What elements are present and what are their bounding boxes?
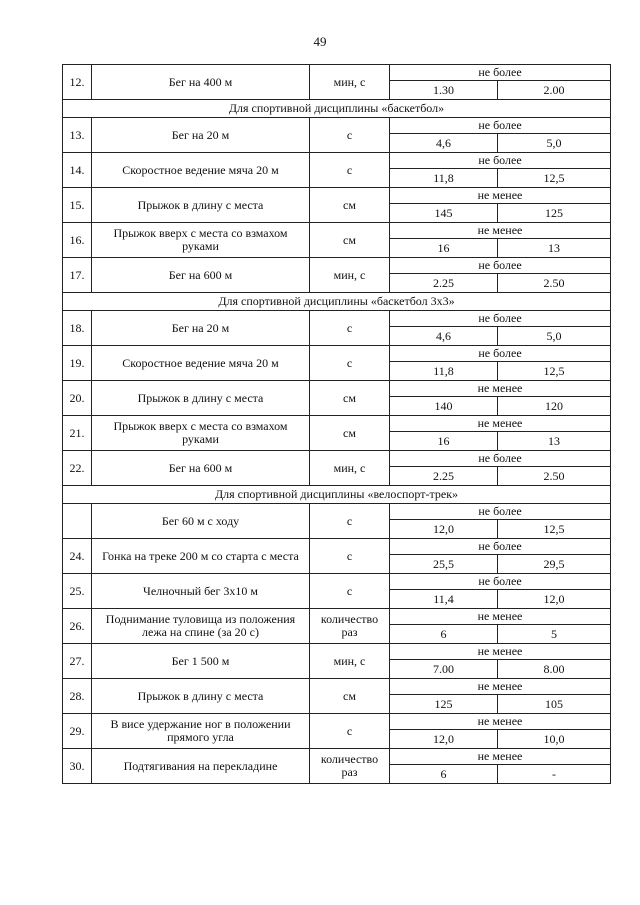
norm-condition: не более xyxy=(390,346,611,362)
test-name: Гонка на треке 200 м со старта с места xyxy=(92,539,310,574)
test-name: Прыжок вверх с места со взмахом руками xyxy=(92,223,310,258)
section-title: Для спортивной дисциплины «баскетбол 3х3» xyxy=(63,293,611,311)
unit-of-measure: с xyxy=(310,153,390,188)
table-row xyxy=(63,749,611,765)
value-girls: 5,0 xyxy=(498,134,611,153)
value-girls: 2.50 xyxy=(498,274,611,293)
norm-condition: не более xyxy=(390,118,611,134)
section-row xyxy=(63,100,611,118)
test-name: Челночный бег 3х10 м xyxy=(92,574,310,609)
value-girls: 5,0 xyxy=(498,327,611,346)
unit-of-measure: см xyxy=(310,679,390,714)
value-boys: 12,0 xyxy=(390,730,498,749)
test-name: Бег 1 500 м xyxy=(92,644,310,679)
value-boys: 2.25 xyxy=(390,274,498,293)
unit-of-measure: с xyxy=(310,346,390,381)
unit-of-measure: см xyxy=(310,223,390,258)
table-row xyxy=(63,609,611,625)
norm-condition: не менее xyxy=(390,381,611,397)
table-row xyxy=(63,416,611,432)
value-girls: - xyxy=(498,765,611,784)
unit-of-measure: см xyxy=(310,381,390,416)
norm-condition: не менее xyxy=(390,644,611,660)
row-number: 30. xyxy=(63,749,92,784)
row-number: 20. xyxy=(63,381,92,416)
norm-condition: не более xyxy=(390,65,611,81)
value-boys: 7.00 xyxy=(390,660,498,679)
norm-condition: не более xyxy=(390,153,611,169)
test-name: Бег на 600 м xyxy=(92,451,310,486)
norm-condition: не менее xyxy=(390,609,611,625)
norm-condition: не более xyxy=(390,574,611,590)
table-row xyxy=(63,504,611,520)
value-boys: 6 xyxy=(390,625,498,644)
norm-condition: не более xyxy=(390,311,611,327)
norm-condition: не более xyxy=(390,451,611,467)
value-girls: 105 xyxy=(498,695,611,714)
test-name: Прыжок в длину с места xyxy=(92,381,310,416)
value-girls: 29,5 xyxy=(498,555,611,574)
table-row xyxy=(63,346,611,362)
unit-of-measure: с xyxy=(310,714,390,749)
value-boys: 125 xyxy=(390,695,498,714)
unit-of-measure: с xyxy=(310,118,390,153)
test-name: Скоростное ведение мяча 20 м xyxy=(92,346,310,381)
test-name: Поднимание туловища из положения лежа на спине (за 20 с) xyxy=(92,609,310,644)
unit-of-measure: см xyxy=(310,188,390,223)
test-name: Бег 60 м с ходу xyxy=(92,504,310,539)
norm-condition: не менее xyxy=(390,188,611,204)
unit-of-measure: с xyxy=(310,504,390,539)
value-girls: 13 xyxy=(498,432,611,451)
value-girls: 5 xyxy=(498,625,611,644)
value-girls: 2.00 xyxy=(498,81,611,100)
row-number: 12. xyxy=(63,65,92,100)
value-boys: 4,6 xyxy=(390,327,498,346)
test-name: Бег на 20 м xyxy=(92,311,310,346)
section-title: Для спортивной дисциплины «велоспорт-трек» xyxy=(63,486,611,504)
norm-condition: не менее xyxy=(390,714,611,730)
unit-of-measure: с xyxy=(310,311,390,346)
value-boys: 4,6 xyxy=(390,134,498,153)
value-boys: 16 xyxy=(390,432,498,451)
table-row xyxy=(63,451,611,467)
test-name: Прыжок в длину с места xyxy=(92,188,310,223)
section-row xyxy=(63,293,611,311)
row-number: 17. xyxy=(63,258,92,293)
table-row xyxy=(63,539,611,555)
unit-of-measure: мин, с xyxy=(310,644,390,679)
test-name: Бег на 20 м xyxy=(92,118,310,153)
row-number: 28. xyxy=(63,679,92,714)
value-girls: 13 xyxy=(498,239,611,258)
value-girls: 10,0 xyxy=(498,730,611,749)
norm-condition: не менее xyxy=(390,679,611,695)
section-title: Для спортивной дисциплины «баскетбол» xyxy=(63,100,611,118)
value-girls: 12,5 xyxy=(498,362,611,381)
row-number: 27. xyxy=(63,644,92,679)
value-boys: 11,8 xyxy=(390,169,498,188)
value-boys: 11,4 xyxy=(390,590,498,609)
table-row xyxy=(63,714,611,730)
test-name: Прыжок в длину с места xyxy=(92,679,310,714)
value-girls: 12,5 xyxy=(498,169,611,188)
unit-of-measure: см xyxy=(310,416,390,451)
table-row xyxy=(63,644,611,660)
unit-of-measure: с xyxy=(310,574,390,609)
value-girls: 12,0 xyxy=(498,590,611,609)
value-boys: 25,5 xyxy=(390,555,498,574)
standards-table xyxy=(62,64,611,784)
unit-of-measure: мин, с xyxy=(310,65,390,100)
norm-condition: не более xyxy=(390,504,611,520)
norm-condition: не более xyxy=(390,258,611,274)
value-boys: 11,8 xyxy=(390,362,498,381)
test-name: Бег на 400 м xyxy=(92,65,310,100)
test-name: В висе удержание ног в положении прямого угла xyxy=(92,714,310,749)
value-girls: 125 xyxy=(498,204,611,223)
row-number: 22. xyxy=(63,451,92,486)
row-number: 24. xyxy=(63,539,92,574)
value-girls: 8.00 xyxy=(498,660,611,679)
table-row xyxy=(63,153,611,169)
table-row xyxy=(63,258,611,274)
value-boys: 12,0 xyxy=(390,520,498,539)
row-number: 21. xyxy=(63,416,92,451)
row-number: 14. xyxy=(63,153,92,188)
unit-of-measure: количество раз xyxy=(310,749,390,784)
norm-condition: не менее xyxy=(390,749,611,765)
value-girls: 2.50 xyxy=(498,467,611,486)
norm-condition: не более xyxy=(390,539,611,555)
row-number xyxy=(63,504,92,539)
section-row xyxy=(63,486,611,504)
value-girls: 120 xyxy=(498,397,611,416)
table-row xyxy=(63,188,611,204)
unit-of-measure: с xyxy=(310,539,390,574)
test-name: Подтягивания на перекладине xyxy=(92,749,310,784)
unit-of-measure: количество раз xyxy=(310,609,390,644)
unit-of-measure: мин, с xyxy=(310,258,390,293)
table-row xyxy=(63,223,611,239)
table-row xyxy=(63,574,611,590)
test-name: Прыжок вверх с места со взмахом руками xyxy=(92,416,310,451)
value-boys: 145 xyxy=(390,204,498,223)
page-number: 49 xyxy=(313,34,327,49)
value-boys: 16 xyxy=(390,239,498,258)
value-boys: 2.25 xyxy=(390,467,498,486)
value-boys: 140 xyxy=(390,397,498,416)
table-row xyxy=(63,65,611,81)
row-number: 16. xyxy=(63,223,92,258)
row-number: 29. xyxy=(63,714,92,749)
row-number: 26. xyxy=(63,609,92,644)
value-boys: 6 xyxy=(390,765,498,784)
unit-of-measure: мин, с xyxy=(310,451,390,486)
value-boys: 1.30 xyxy=(390,81,498,100)
table-row xyxy=(63,311,611,327)
row-number: 13. xyxy=(63,118,92,153)
row-number: 19. xyxy=(63,346,92,381)
norm-condition: не менее xyxy=(390,223,611,239)
value-girls: 12,5 xyxy=(498,520,611,539)
row-number: 15. xyxy=(63,188,92,223)
table-row xyxy=(63,381,611,397)
row-number: 18. xyxy=(63,311,92,346)
row-number: 25. xyxy=(63,574,92,609)
table-row xyxy=(63,118,611,134)
norm-condition: не менее xyxy=(390,416,611,432)
table-row xyxy=(63,679,611,695)
test-name: Скоростное ведение мяча 20 м xyxy=(92,153,310,188)
test-name: Бег на 600 м xyxy=(92,258,310,293)
